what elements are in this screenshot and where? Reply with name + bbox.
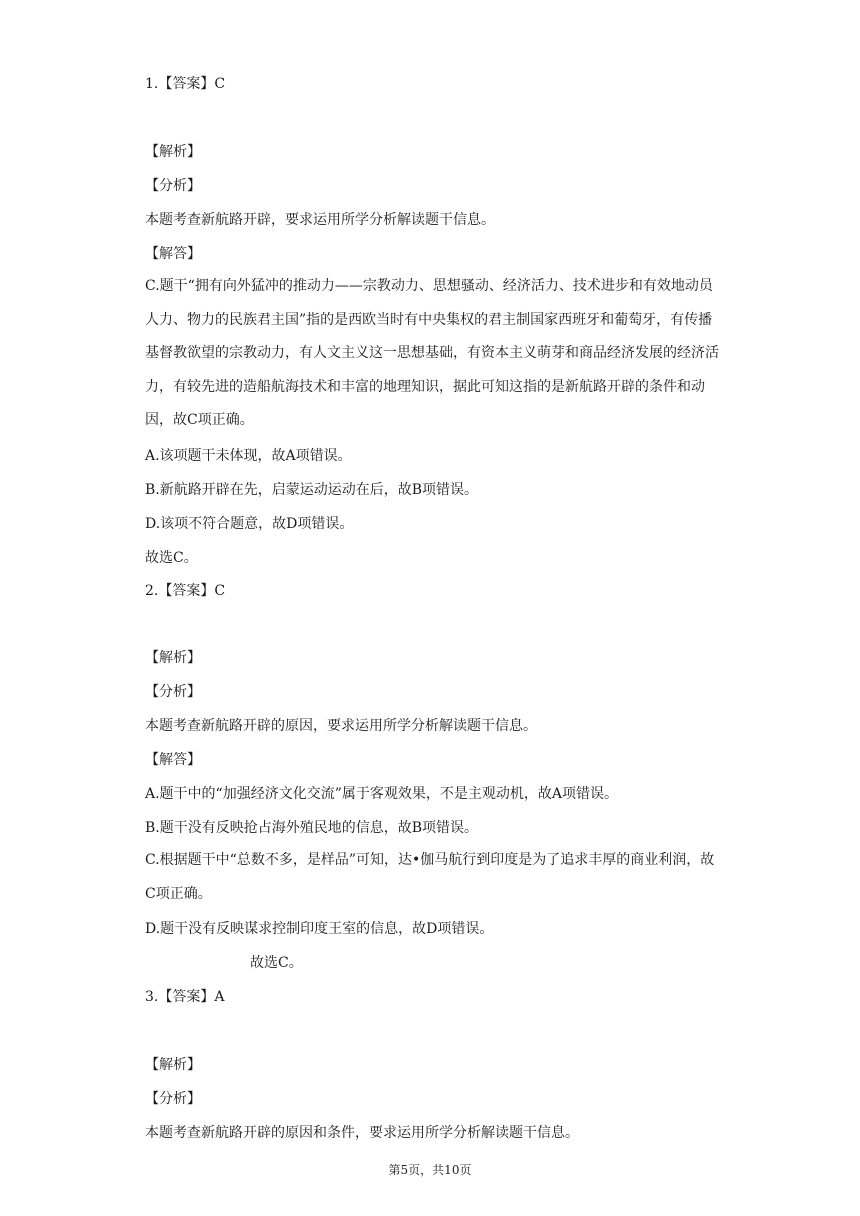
q2-option-c: C.根据题干中“总数不多，是样品”可知，达•伽马航行到印度是为了追求丰厚的商业利润，故C项正确。: [145, 852, 715, 902]
q2-jiexi-heading: 【解析】: [145, 650, 201, 666]
q2-answer: 2.【答案】C: [145, 583, 226, 599]
q2-jieda-heading: 【解答】: [145, 752, 201, 768]
q1-answer: 1.【答案】C: [145, 76, 226, 92]
q2-option-a: A.题干中的“加强经济文化交流”属于客观效果，不是主观动机，故A项错误。: [145, 786, 618, 802]
q2-analysis-text: 本题考查新航路开辟的原因，要求运用所学分析解读题干信息。: [145, 718, 537, 734]
q2-option-d: D.题干没有反映谋求控制印度王室的信息，故D项错误。: [145, 921, 494, 937]
q1-conclusion: 故选C。: [145, 550, 198, 566]
q2-conclusion: 故选C。: [250, 955, 303, 971]
q1-fenxi-heading: 【分析】: [145, 178, 201, 194]
q3-answer: 3.【答案】A: [145, 989, 225, 1005]
q3-jiexi-heading: 【解析】: [145, 1057, 201, 1073]
q1-option-a: A.该项题干未体现，故A项错误。: [145, 448, 352, 464]
q2-option-b: B.题干没有反映抢占海外殖民地的信息，故B项错误。: [145, 820, 479, 836]
q1-jiexi-heading: 【解析】: [145, 144, 201, 160]
q3-fenxi-heading: 【分析】: [145, 1091, 201, 1107]
q3-analysis-text: 本题考查新航路开辟的原因和条件，要求运用所学分析解读题干信息。: [145, 1125, 579, 1141]
q2-fenxi-heading: 【分析】: [145, 684, 201, 700]
q1-jieda-heading: 【解答】: [145, 246, 201, 262]
page-number-footer: 第5页，共10页: [388, 1163, 472, 1177]
q1-analysis-text: 本题考查新航路开辟，要求运用所学分析解读题干信息。: [145, 212, 495, 228]
q1-explanation-paragraph: C.题干“拥有向外猛冲的推动力——宗教动力、思想骚动、经济活力、技术进步和有效地动员人力、物力的民族君主国”指的是西欧当时有中央集权的君主制国家西班牙和葡萄牙，有传播基督教欲望的宗教动力，有人文主义这一思想基础，有资本主义萌芽和商品经济发展的经济活力，有较先进的造船航海技术和丰富的地理知识，据此可知这指的是新航路开辟的条件和动因，故C项正确。: [145, 278, 719, 428]
q1-option-b: B.新航路开辟在先，启蒙运动运动在后，故B项错误。: [145, 482, 479, 498]
q1-option-d: D.该项不符合题意，故D项错误。: [145, 516, 354, 532]
